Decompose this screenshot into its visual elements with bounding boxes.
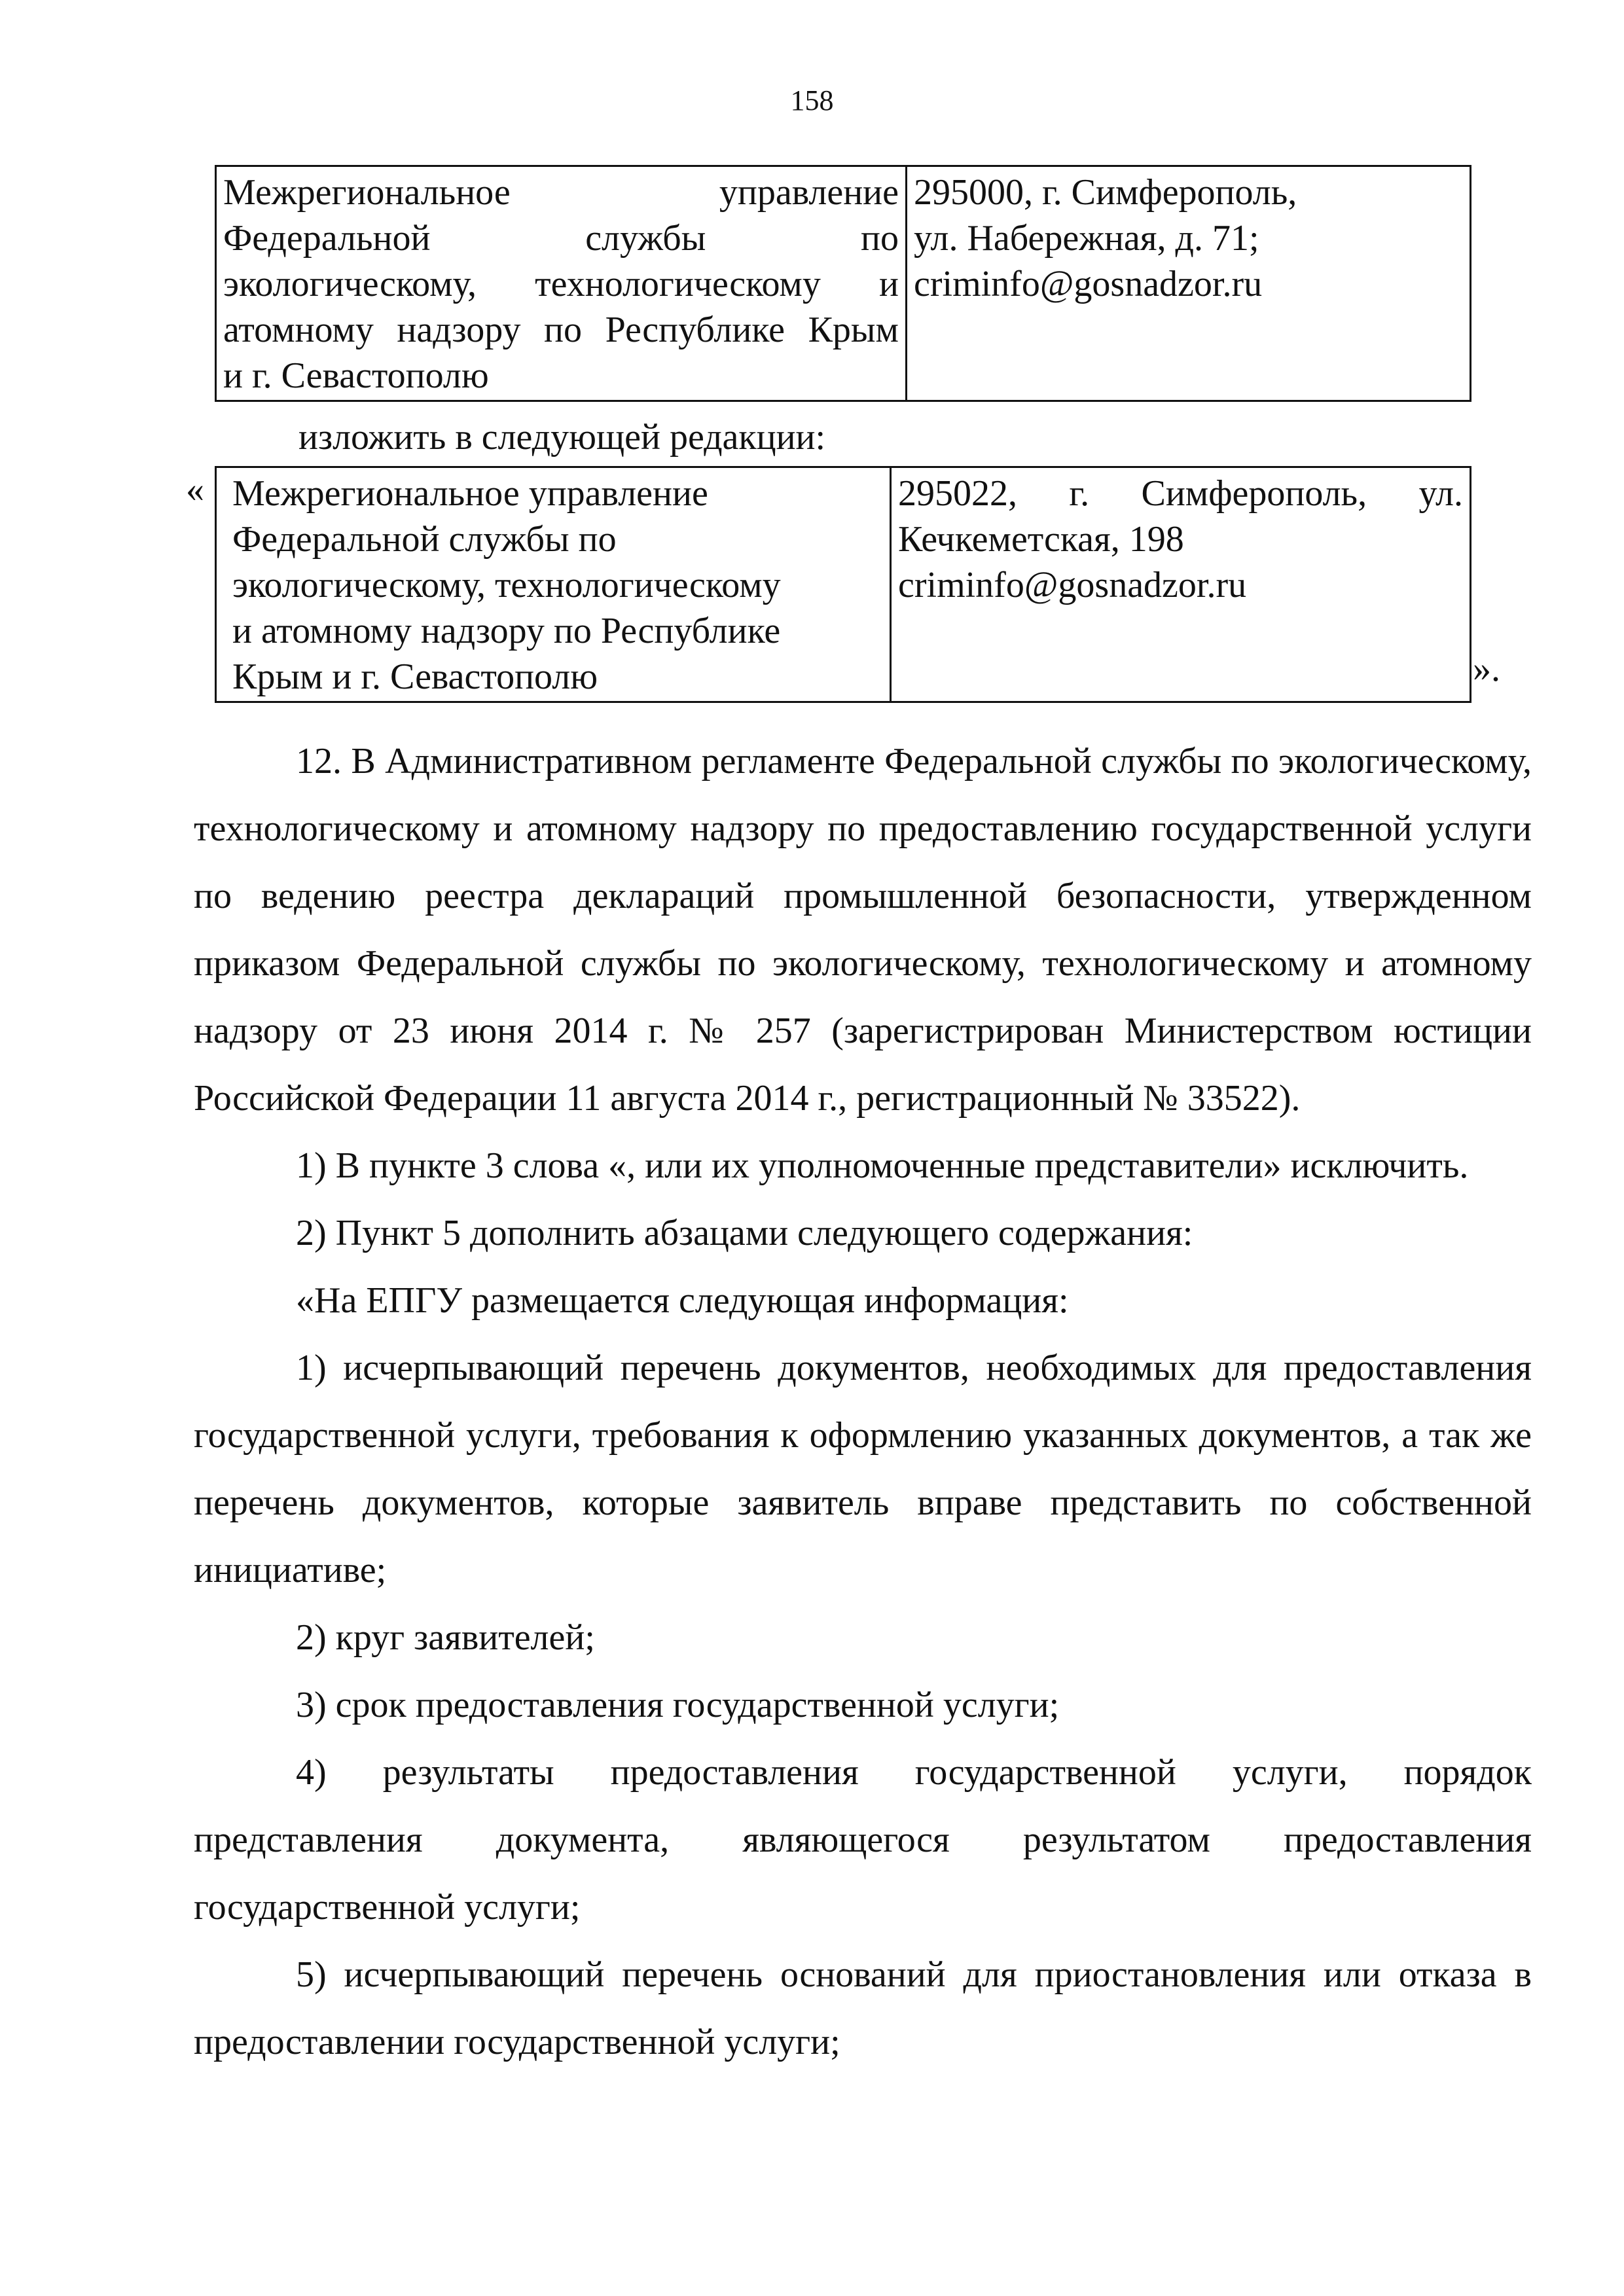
paragraph-list-3: 3) срок предоставления государственной услуги; (296, 1685, 1060, 1725)
new-entry-org-cell (216, 467, 891, 702)
old-org-line: атомному надзору по Республике Крым (223, 310, 899, 350)
new-org-line: Межрегиональное управление (232, 473, 708, 514)
paragraph-item-1: 1) В пункте 3 слова «, или их уполномоченные представители» исключить. (296, 1145, 1469, 1186)
paragraph-list-1: 1) исчерпывающий перечень документов, необходимых для предоставления государственной услуги, требования к оформлению указанных документов, а так же перечень документов, которые заявитель вправе представить по собственной инициативе; (194, 1348, 1532, 1590)
old-address-line: ул. Набережная, д. 71; (914, 218, 1259, 259)
old-org-line: экологическому, технологическому и (223, 264, 899, 304)
page-number: 158 (790, 84, 834, 117)
paragraph-list-2: 2) круг заявителей; (296, 1617, 595, 1658)
old-address-line: 295000, г. Симферополь, (914, 172, 1297, 213)
body-text (194, 728, 1532, 2076)
paragraph-epgu-intro: «На ЕПГУ размещается следующая информация: (296, 1280, 1069, 1321)
new-address-line: 295022, г. Симферополь, ул. (898, 473, 1463, 514)
paragraph-list-5: 5) исчерпывающий перечень оснований для приостановления или отказа в предоставлении государственной услуги; (194, 1954, 1532, 2062)
old-address-email: criminfo@gosnadzor.ru (914, 264, 1263, 304)
old-org-line: Межрегиональное управление (223, 172, 899, 213)
paragraph-item-2: 2) Пункт 5 дополнить абзацами следующего содержания: (296, 1213, 1193, 1253)
old-org-line: Федеральной службы по (223, 218, 899, 259)
old-entry-org-cell (216, 166, 907, 401)
old-entry-table (215, 165, 1471, 402)
new-address-line: Кечкеметская, 198 (898, 519, 1184, 560)
intro-text: изложить в следующей редакции: (298, 417, 826, 457)
old-entry-address-cell (907, 166, 1471, 401)
new-org-line: экологическому, технологическому (232, 565, 781, 605)
quote-close: ». (1473, 649, 1500, 689)
new-org-line: и атомному надзору по Республике (232, 611, 781, 651)
new-org-line: Федеральной службы по (232, 519, 617, 560)
old-org-line: и г. Севастополю (223, 355, 489, 396)
new-org-line: Крым и г. Севастополю (232, 656, 598, 697)
new-entry-table (215, 466, 1471, 703)
quote-open: « (186, 469, 204, 510)
new-entry-address-cell (891, 467, 1471, 702)
paragraph-list-4: 4) результаты предоставления государственной услуги, порядок представления документа, являющегося результатом предоставления государственной услуги; (194, 1752, 1532, 1928)
new-address-email: criminfo@gosnadzor.ru (898, 565, 1247, 605)
paragraph-12: 12. В Административном регламенте Федеральной службы по экологическому, технологическому и атомному надзору по предоставлению государственной услуги по ведению реестра деклараций промышленной безопасности, утвержденном приказом Федеральной службы по экологическому, технологическому и атомному надзору от 23 июня 2014 г. № 257 (зарегистрирован Министерством юстиции Российской Федерации 11 августа 2014 г., регистрационный № 33522). (194, 741, 1532, 1119)
